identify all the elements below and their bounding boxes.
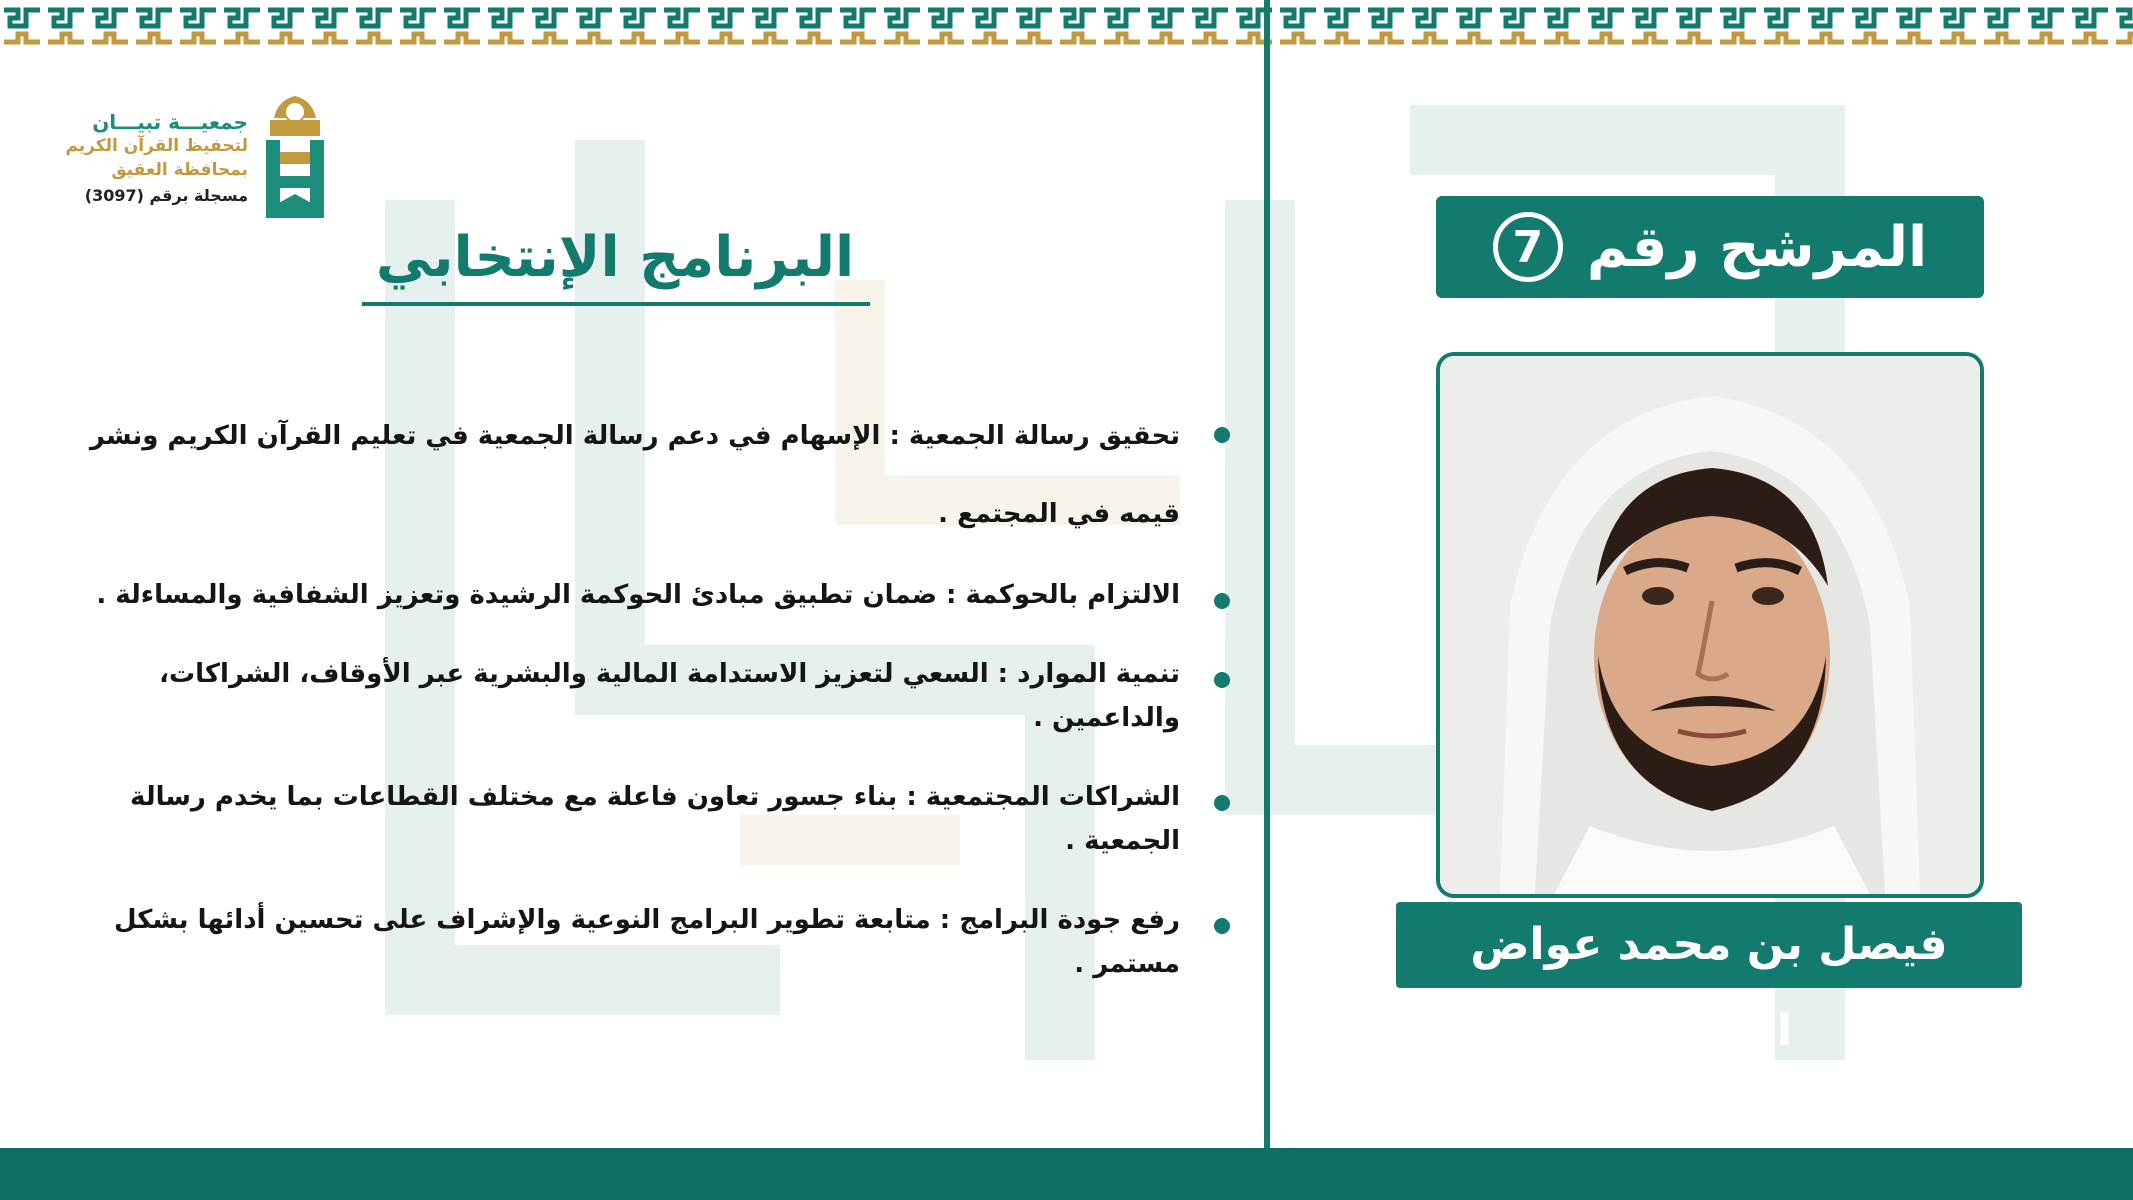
candidate-number-badge: 7 <box>1493 212 1563 282</box>
candidate-header <box>1436 196 1984 298</box>
bullet-icon <box>1214 593 1230 609</box>
logo-emblem-icon <box>260 92 330 218</box>
program-title: البرنامج الإنتخابي <box>375 225 855 290</box>
program-item-text: الالتزام بالحوكمة : ضمان تطبيق مبادئ الحوكمة الرشيدة وتعزيز الشفافية والمساءلة . <box>96 580 1180 610</box>
logo-registration: مسجلة برقم (3097) <box>84 186 248 205</box>
logo-subtitle: لتحفيظ القرآن الكريم <box>65 136 248 156</box>
logo-name: جمعيـــة تبيـــان <box>92 110 248 134</box>
candidate-name: فيصل بن محمد عواض الغامدي <box>1396 902 2022 988</box>
bullet-icon <box>1214 918 1230 934</box>
program-item <box>30 397 1230 553</box>
program-item-text: تنمية الموارد : السعي لتعزيز الاستدامة المالية والبشرية عبر الأوقاف، الشراكات، والداعمين . <box>159 659 1180 733</box>
decorative-top-border <box>0 0 2133 50</box>
program-item-text: تحقيق رسالة الجمعية : الإسهام في دعم رسالة الجمعية في تعليم القرآن الكريم ونشر قيمه في المجتمع . <box>89 421 1180 529</box>
candidate-photo <box>1436 352 1984 898</box>
program-item-text: الشراكات المجتمعية : بناء جسور تعاون فاعلة مع مختلف القطاعات بما يخدم رسالة الجمعية . <box>130 782 1180 856</box>
bullet-icon <box>1214 427 1230 443</box>
program-title-underline <box>362 302 870 306</box>
program-item <box>30 573 1230 617</box>
bottom-bar <box>0 1148 2133 1200</box>
program-item-text: رفع جودة البرامج : متابعة تطوير البرامج النوعية والإشراف على تحسين أدائها بشكل مستمر . <box>114 905 1180 979</box>
bullet-icon <box>1214 795 1230 811</box>
bullet-icon <box>1214 672 1230 688</box>
candidate-portrait-icon <box>1440 356 1980 894</box>
association-logo <box>60 92 330 222</box>
program-list <box>30 415 1230 1021</box>
candidate-label: المرشح رقم <box>1586 214 1928 280</box>
border-pattern-icon <box>0 0 2133 50</box>
column-divider <box>1264 0 1270 1148</box>
program-item <box>30 652 1230 740</box>
program-item <box>30 775 1230 863</box>
program-item <box>30 898 1230 986</box>
logo-location: بمحافظة العقيق <box>111 160 248 180</box>
